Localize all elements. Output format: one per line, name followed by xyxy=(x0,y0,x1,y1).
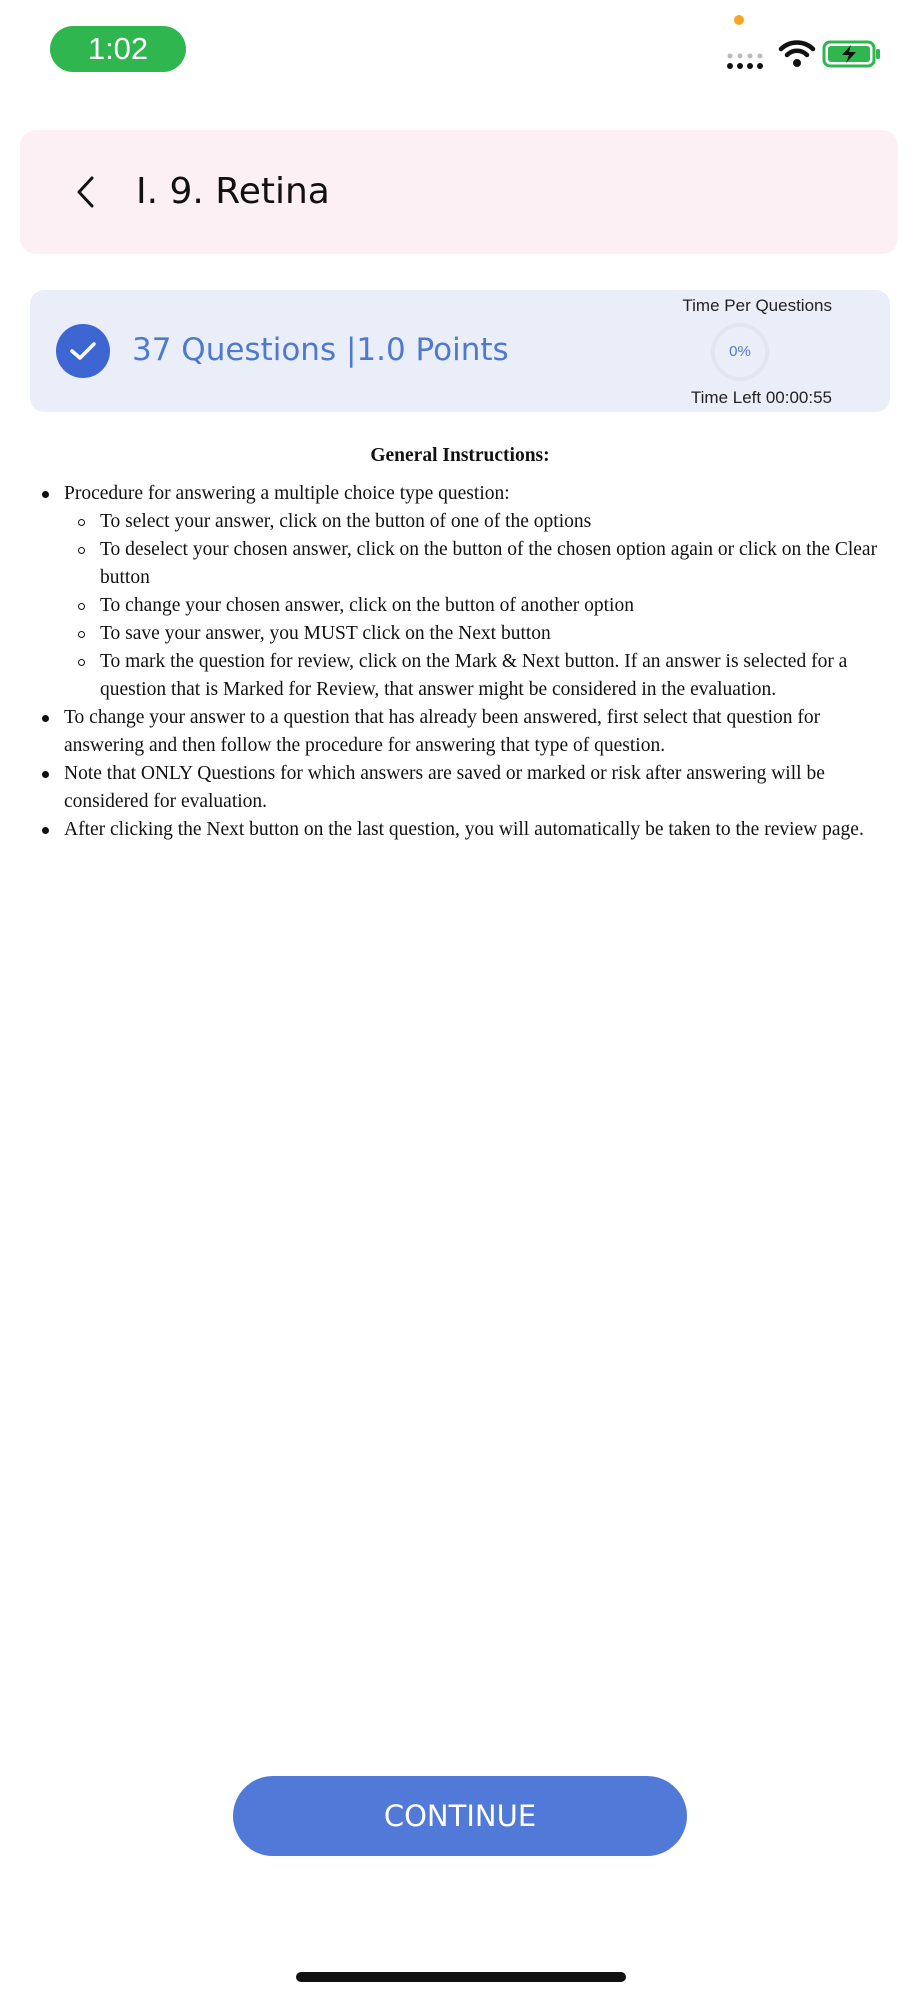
instructions-sub-list xyxy=(64,508,890,704)
quiz-summary-card xyxy=(30,290,890,412)
list-item: To change your chosen answer, click on the button of another option xyxy=(64,592,890,620)
list-item: Note that ONLY Questions for which answers are saved or marked or risk after answering will be considered for evaluation. xyxy=(30,760,890,816)
wifi-icon xyxy=(778,38,816,68)
list-item: To save your answer, you MUST click on the Next button xyxy=(64,620,890,648)
chevron-left-icon xyxy=(74,175,96,209)
status-time: 1:02 xyxy=(50,26,186,72)
home-indicator xyxy=(296,1972,626,1982)
continue-button[interactable]: CONTINUE xyxy=(233,1776,687,1856)
back-button[interactable] xyxy=(60,166,110,218)
header-bar xyxy=(20,130,898,254)
list-item: After clicking the Next button on the last question, you will automatically be taken to the review page. xyxy=(30,816,890,844)
time-left-label: Time Left 00:00:55 xyxy=(690,388,832,407)
questions-points-label: 37 Questions |1.0 Points xyxy=(132,332,509,368)
progress-percent: 0% xyxy=(729,343,751,360)
instructions-heading: General Instructions: xyxy=(370,445,550,466)
instruction-text: Procedure for answering a multiple choice type question: xyxy=(64,483,510,504)
time-per-question-label: Time Per Questions xyxy=(682,296,832,315)
list-item: To mark the question for review, click on the Mark & Next button. If an answer is selected for a question that is Marked for Review, that answer might be considered in the evaluation. xyxy=(64,648,890,704)
list-item: To select your answer, click on the button of one of the options xyxy=(64,508,890,536)
privacy-indicator-dot xyxy=(734,15,744,25)
signal-icon xyxy=(726,48,770,70)
general-instructions xyxy=(30,442,890,844)
status-bar xyxy=(0,0,924,110)
list-item: To deselect your chosen answer, click on the button of the chosen option again or click on the Clear button xyxy=(64,536,890,592)
page-title: I. 9. Retina xyxy=(136,171,330,212)
check-circle-icon xyxy=(56,324,110,378)
list-item xyxy=(30,480,890,704)
instructions-list xyxy=(30,480,890,844)
battery-charging-icon xyxy=(822,40,882,68)
list-item: To change your answer to a question that has already been answered, first select that question for answering and then follow the procedure for answering that type of question. xyxy=(30,704,890,760)
